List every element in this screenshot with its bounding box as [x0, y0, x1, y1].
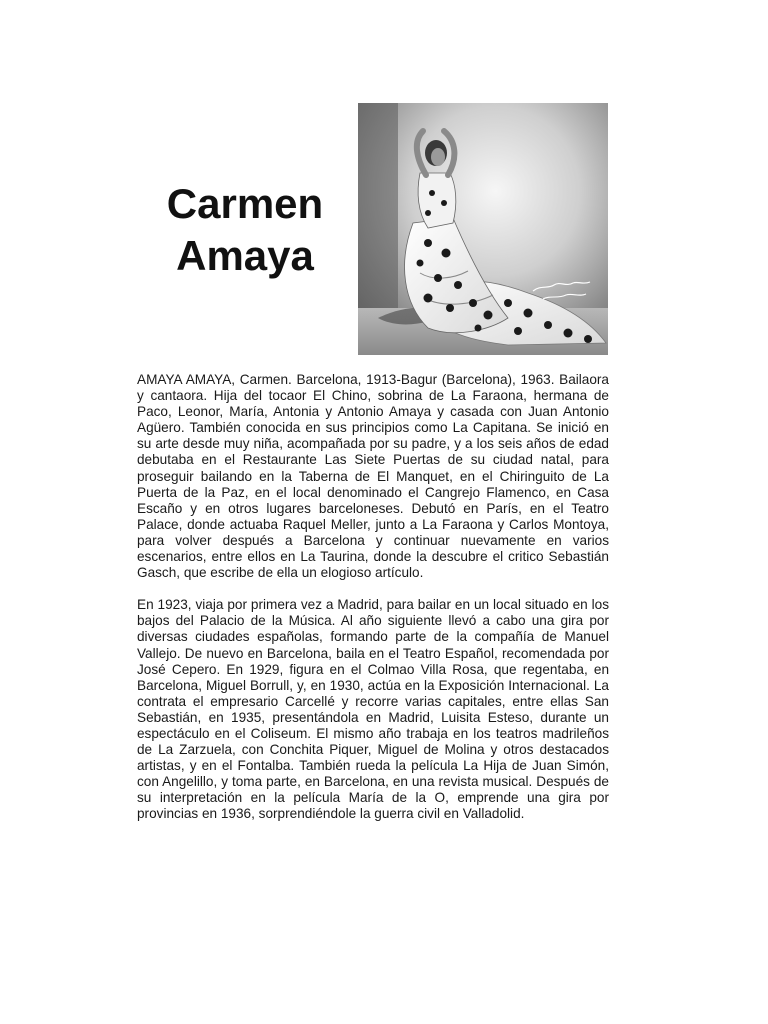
- title-line-last-name: Amaya: [176, 232, 314, 279]
- biography-paragraph-1: AMAYA AMAYA, Carmen. Barcelona, 1913-Bagur (Barcelona), 1963. Bailaora y cantaora. Hija del tocaor El Chino, sobrina de La Faraona, hermana de Paco, Leonor, María, Antonia y Antonio Amaya y casada con Juan Antonio Agüero. También conocida en sus principios como La Capitana. Se inició en su arte desde muy niña, acompañada por su padre, y a los seis años de edad debutaba en el Restaurante Las Siete Puertas de su ciudad natal, para proseguir bailando en la Taberna de El Manquet, en el Chiringuito de La Puerta de la Paz, en el local denominado el Cangrejo Flamenco, en Casa Escaño y en otros lugares barceloneses. Debutó en París, en el Teatro Palace, donde actuaba Raquel Meller, junto a La Faraona y Carlos Montoya, para volver después a Barcelona y continuar nuevamente en varios escenarios, entre ellos en La Taurina, donde la descubre el critico Sebastián Gasch, que escribe de ella un elogioso artículo.: [137, 372, 609, 581]
- biography-paragraph-2: En 1923, viaja por primera vez a Madrid, para bailar en un local situado en los bajos del Palacio de la Música. Al año siguiente llevó a cabo una gira por diversas ciudades españolas, formando parte de la compañía de Manuel Vallejo. De nuevo en Barcelona, baila en el Teatro Español, recomendada por José Cepero. En 1929, figura en el Colmao Villa Rosa, que regentaba, en Barcelona, Miguel Borrull, y, en 1930, actúa en la Exposición Internacional. La contrata el empresario Carcellé y recorre varias capitales, entre ellas San Sebastián, en 1935, presentándola en Madrid, Luisita Esteso, durante un espectáculo en el Coliseum. El mismo año trabaja en los teatros madrileños de La Zarzuela, con Conchita Piquer, Miguel de Molina y otros destacados artistas, y en el Fontalba. También rueda la película La Hija de Juan Simón, con Angelillo, y toma parte, en Barcelona, en una revista musical. Después de su interpretación en la película María de la O, emprende una gira por provincias en 1936, sorprendiéndole la guerra civil en Valladolid.: [137, 597, 609, 822]
- biography-text: [137, 372, 609, 839]
- page-title: [140, 178, 350, 282]
- title-line-first-name: Carmen: [166, 180, 324, 227]
- dancer-photo: [358, 103, 608, 355]
